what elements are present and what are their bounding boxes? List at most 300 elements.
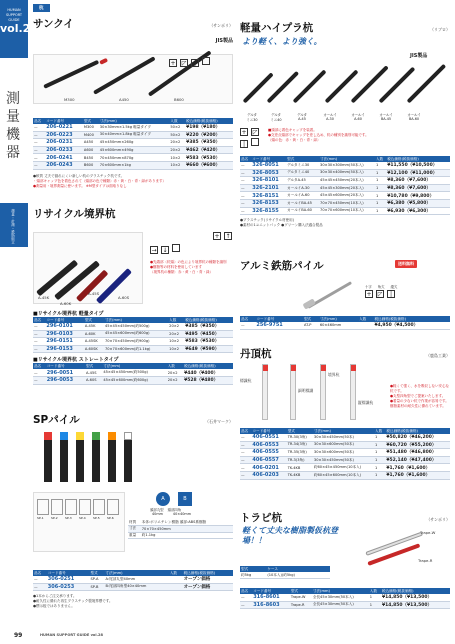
col-header: 入数 [169, 570, 183, 576]
col-header: 入数 [169, 118, 185, 124]
sp-spec-size: 40×40mm [172, 512, 191, 516]
note: ・頭部キャップ色を着色されて（頭部の色で種類）赤・黄・白・青・緑があります） [33, 178, 166, 183]
hipura-label: デルタ [247, 113, 257, 117]
col-header: 寸法(mm) [319, 156, 375, 162]
recycle-label: A-60S [118, 295, 130, 300]
table-cell: — [240, 594, 252, 601]
table-cell: 1 [375, 177, 386, 185]
alu-table [240, 316, 450, 330]
table-cell: 306-0253 [47, 583, 90, 591]
table-cell: オープン価格 [183, 583, 233, 591]
table-row [240, 184, 450, 192]
table-cell: M400 [83, 131, 99, 139]
table-cell: — [240, 162, 251, 169]
table-cell: デルタミニ40 [286, 169, 319, 177]
cross-mark-icon: + [241, 129, 247, 136]
sp-pile-photo [40, 426, 140, 486]
table-cell: A-60S [85, 376, 102, 384]
blank-mark-icon [251, 138, 259, 146]
hipura-title: 軽量ハイプラ杭 [240, 22, 314, 34]
table-cell: 406-0555 [251, 449, 286, 457]
note: ●樹脂等の材料を使用しています [150, 265, 203, 269]
col-header: 入数 [369, 588, 381, 594]
recycle-light-table [33, 317, 233, 353]
footer-guide: HUMAN SUPPORT GUIDE vol.28 [40, 633, 103, 637]
col-header: 税込価格(税抜価格) [386, 156, 450, 162]
sankui-label-b600: B600 [174, 97, 184, 102]
table-cell: A600 [83, 146, 99, 154]
table-row [33, 330, 233, 338]
hipura-label: カールイ [323, 113, 337, 117]
table-cell: 1 [369, 594, 381, 601]
table-row [240, 177, 450, 185]
hipura-tagline: より軽く、より強く。 [242, 37, 322, 46]
table-cell: ¥8,360（¥7,600） [386, 177, 450, 185]
table-row [240, 192, 450, 200]
color-swatch [51, 499, 63, 515]
col-header: 型式 [240, 566, 266, 572]
table-cell: 406-0203 [251, 471, 286, 479]
table-cell: 20×2 [167, 369, 183, 376]
table-cell: 30×30×600mm(50本) [313, 441, 374, 449]
hipura-table [240, 156, 450, 215]
table-cell: 1 [374, 471, 385, 479]
table-cell: TK-4KB [287, 471, 313, 479]
col-header: 寸法(mm) [104, 317, 168, 323]
note: （頭の色：赤・黄・白・青・緑） [268, 138, 321, 142]
sankui-label-a450: A450 [119, 97, 129, 102]
col-header: 型式 [84, 317, 104, 323]
table-row [240, 199, 450, 207]
sp-pile-title: SPパイル [33, 414, 80, 426]
sankui-maker: （サンポリ） [209, 23, 233, 28]
table-cell: 30×30mm×1.5kg 軽量タイプ [99, 124, 170, 131]
trapi-label: Trape-W [420, 530, 436, 535]
recycle-title: リサイクル境界杭 [33, 208, 116, 220]
corner-mark-icon: ◸ [377, 291, 383, 298]
sp-label: SP-4 [79, 516, 86, 520]
table-row [33, 161, 233, 169]
table-row [240, 464, 450, 472]
recycle-icons [150, 232, 235, 275]
table-cell: — [240, 192, 251, 200]
table-cell: 10×2 [168, 345, 184, 353]
col-header: 税込価格(税抜価格) [373, 316, 450, 322]
alu-table-wrap [240, 316, 450, 330]
table-cell: — [240, 322, 255, 329]
table-cell: ¥6,930（¥6,300） [386, 207, 450, 215]
color-swatch [65, 499, 77, 515]
note: ●測量用・境界測量に使います。 ※M型タイプは面取りなし [33, 183, 127, 188]
tancho-notes [390, 384, 452, 409]
table-cell: 206-0221 [45, 124, 83, 131]
table-cell: ¥385（¥350） [184, 323, 233, 330]
table-cell: — [240, 464, 251, 472]
col-header: 型式 [287, 428, 313, 434]
pile-image [108, 432, 116, 482]
alu-title: アルミ鉄筋パイル [240, 260, 324, 272]
table-cell: — [240, 207, 251, 215]
table-cell: 306-0251 [47, 576, 90, 583]
table-row [33, 576, 233, 583]
table-cell: ¥583（¥530） [184, 338, 233, 346]
line-mark-icon: │ [191, 59, 199, 67]
table-cell: 70×70×600mm(10本入) [319, 207, 375, 215]
table-cell: 1 [374, 441, 385, 449]
table-cell [169, 583, 183, 591]
trapi-title: トラピ杭 [240, 512, 282, 524]
trapi-table [240, 588, 450, 609]
col-header: 品名 [33, 363, 46, 369]
table-cell: ¥495（¥450） [184, 330, 233, 338]
hipura-maker: （リブロ） [430, 27, 450, 32]
table-row [33, 131, 233, 139]
table-cell: 206-0231 [45, 139, 83, 147]
table-cell: 406-0553 [251, 441, 286, 449]
table-cell: 1 [369, 601, 381, 609]
hipura-labels [240, 112, 450, 122]
cell: 約5kg [240, 572, 266, 579]
col-header: 寸法(mm) [99, 118, 170, 124]
table-cell: ¥14,850（¥13,500） [381, 601, 450, 609]
stake-image [262, 364, 268, 420]
table-cell: カールイBA-60 [286, 207, 319, 215]
pile-image [92, 432, 100, 482]
table-cell: 326-2101 [251, 184, 286, 192]
table-cell: 326-8155 [251, 207, 286, 215]
col-header: コード番号 [252, 588, 290, 594]
table-cell: A-60K [84, 330, 104, 338]
table-cell: — [33, 161, 45, 169]
icon-label: 角欠 [377, 285, 385, 289]
table-cell: オープン価格 [183, 576, 233, 583]
table-cell: 45×45×450mm(約500g) [102, 369, 166, 376]
table-cell: ¥1,760（¥1,600） [385, 464, 450, 472]
cross-mark-icon: + [170, 60, 176, 67]
table-cell: ¥220（¥200） [185, 131, 233, 139]
table-cell: 326-8151 [251, 192, 286, 200]
table-cell: 296-0101 [45, 323, 83, 330]
trapi-label: Trape-R [418, 558, 433, 563]
sp-label: SP-6 [107, 516, 114, 520]
col-header: コード番号 [47, 570, 90, 576]
table-cell: 50×2 [169, 131, 185, 139]
col-header: コード番号 [255, 316, 303, 322]
note: ●1本からご注文承ります。 [33, 594, 77, 599]
table-cell: — [240, 456, 251, 464]
spec-key: 重量 [128, 532, 141, 539]
cell: (10本入)(約5kg) [266, 572, 330, 579]
table-cell: 70×70×600mm(約1.1kg) [104, 345, 168, 353]
table-cell: デルタミニ30 [286, 162, 319, 169]
table-row [240, 449, 450, 457]
recycle-label: A-60K [60, 301, 72, 306]
table-cell: 10×2 [169, 161, 185, 169]
icon-label: 縦欠 [390, 285, 398, 289]
note: ●軟質 丈夫で割れにくい新しい杭のプラスチック杭です。 [33, 173, 125, 178]
col-header: 寸法(mm) [313, 428, 374, 434]
table-cell: — [33, 376, 46, 384]
sankui-jis: JIS製品 [215, 38, 233, 44]
note: ●交差点頭部でキャップを差し込め、杭の種別を識別可能です。 [268, 133, 369, 137]
tancho-table-wrap [240, 428, 450, 482]
hipura-label: デルタ [297, 113, 307, 117]
table-cell: ¥12,100（¥11,000） [386, 169, 450, 177]
tancho-title: 丹頂杭 [240, 348, 272, 360]
side-arrow-icon: → [151, 247, 157, 254]
col-header: 品名 [240, 428, 251, 434]
table-cell: — [240, 601, 252, 609]
table-cell: ¥52,140（¥47,400） [385, 456, 450, 464]
rail-vol: vol.28 [0, 22, 38, 35]
col-header: 入数 [168, 317, 184, 323]
table-row [240, 434, 450, 441]
table-row [33, 323, 233, 330]
stake-image [320, 364, 326, 420]
table-row [33, 154, 233, 162]
tancho-header [240, 346, 450, 361]
table-row [33, 376, 233, 384]
recycle-straight-heading: ■リサイクル境界杭 ストレートタイプ [33, 357, 119, 364]
table-cell: ¥8,360（¥7,600） [386, 184, 450, 192]
table-cell: ¥660（¥600） [185, 161, 233, 169]
table-cell [169, 576, 183, 583]
table-cell: 70×70×450mm(10本入) [319, 199, 375, 207]
sankui-photo [33, 54, 233, 104]
recycle-label: A-45K [38, 295, 50, 300]
pile-image [60, 432, 68, 482]
col-header: コード番号 [45, 118, 83, 124]
table-cell: — [240, 169, 251, 177]
table-cell: 1 [374, 464, 385, 472]
table-cell: 296-0153 [45, 345, 83, 353]
table-row [33, 124, 233, 131]
sankui-title: サンクイ [33, 18, 74, 30]
col-header: 品名 [240, 156, 251, 162]
rail-category-tab[interactable]: 測量・計測・鉄筋組立 [0, 203, 28, 247]
table-cell: ¥198（¥180） [185, 124, 233, 131]
note: ●軽くて強く、水を吸収しない安心な杭です。 [390, 384, 449, 393]
rail-brand-box [0, 0, 38, 58]
table-cell: ¥14,850（¥13,500） [381, 594, 450, 601]
trapi-maker: （サンポリ） [426, 517, 450, 522]
table-cell: — [33, 154, 45, 162]
recycle-label: A-45S [88, 291, 100, 296]
table-row [33, 369, 233, 376]
sp-label: SP-3 [65, 516, 72, 520]
col-header: 型式 [85, 363, 102, 369]
table-cell: 406-0557 [251, 456, 286, 464]
table-cell: 406-0551 [251, 434, 286, 441]
table-cell: A-45SK [84, 338, 104, 346]
tancho-label: 標識杭 [240, 378, 252, 383]
note: ■頭部に着色キャップを装着。 [268, 128, 317, 132]
hipura-table-wrap [240, 156, 450, 228]
table-cell: 326-8101 [251, 177, 286, 185]
hipura-label: ミニ30 [246, 118, 258, 122]
sankui-icons [169, 57, 213, 67]
stake-image [36, 260, 78, 297]
table-cell: 20×2 [168, 330, 184, 338]
tancho-maker: （鹿島工業） [426, 353, 450, 358]
table-row [240, 162, 450, 169]
table-cell: 10×2 [168, 338, 184, 346]
col-header: 品名 [240, 588, 252, 594]
spec-key: 寸法 [128, 526, 141, 533]
sankui-label-m300: M300 [64, 97, 75, 102]
hipura-label: BA-45 [380, 117, 392, 121]
col-header: 寸法(mm) [319, 316, 358, 322]
spec-key: 材質 [128, 519, 141, 526]
table-row [240, 322, 450, 329]
sankui-table [33, 118, 233, 170]
table-cell: 316-8603 [252, 601, 290, 609]
table-cell: TK-4KB [287, 464, 313, 472]
stake-image [367, 543, 420, 566]
table-cell: A-45K [84, 323, 104, 330]
table-cell: — [33, 323, 45, 330]
left-top-section [33, 4, 233, 44]
table-cell: ¥10,780（¥9,800） [386, 192, 450, 200]
table-cell: — [240, 471, 251, 479]
tancho-label: 境界杭 [328, 372, 340, 377]
col-header: 品名 [240, 316, 255, 322]
col-header: コード番号 [251, 156, 286, 162]
trapi-tagline: 軽くて丈夫な樹脂製仮杭登場！！ [242, 526, 338, 545]
table-cell: 1 [375, 162, 386, 169]
table-cell: B:尾部四角型40×40mm [105, 583, 169, 591]
col-header: 税込価格(税抜価格) [183, 570, 233, 576]
sp-label: SP-5 [93, 516, 100, 520]
table-cell: — [33, 124, 45, 131]
col-header: 税込価格(税抜価格) [381, 588, 450, 594]
recycle-photo [33, 232, 143, 304]
tancho-label: 細明標識 [298, 388, 314, 393]
page-footer [0, 628, 455, 644]
col-header: 品名 [33, 317, 45, 323]
cross-mark-icon: + [214, 233, 220, 240]
table-cell: 1 [375, 199, 386, 207]
table-cell: デルタA-45 [286, 177, 319, 185]
table-cell: 1 [374, 434, 385, 441]
col-header: 寸法(mm) [105, 570, 169, 576]
table-cell: 296-0053 [46, 376, 85, 384]
spec-value: 70×70×450mm [141, 526, 233, 533]
corner-mark-icon: ◸ [181, 60, 187, 67]
table-cell: 45×45×600mm(約600g) [102, 376, 166, 384]
note: ●標示板ではありません。 [33, 604, 75, 609]
sp-pile-color-chart [33, 492, 125, 552]
col-header: 税込価格(税抜価格) [185, 118, 233, 124]
down-arrow-icon: ↓ [162, 247, 168, 254]
table-cell: 296-0051 [46, 369, 85, 376]
tancho-label: 縦標識杭 [358, 400, 374, 405]
table-cell [358, 322, 373, 329]
table-cell: 60×460mm [319, 322, 358, 329]
table-cell: 45×45×450mm(約500g) [104, 323, 168, 330]
table-cell: カールイA-30 [286, 184, 319, 192]
hipura-label: カールイ [379, 113, 393, 117]
table-cell: 296-0151 [45, 338, 83, 346]
hipura-label: BA-60 [408, 117, 420, 121]
recycle-section [33, 206, 233, 221]
table-cell: — [240, 449, 251, 457]
table-row [240, 207, 450, 215]
table-cell: 約60×45×450mm(10本入) [313, 464, 374, 472]
table-cell: — [33, 576, 47, 583]
col-header: 税込価格(税抜価格) [184, 317, 233, 323]
col-header: 型式 [303, 316, 319, 322]
note: ●プラスチック(リサイクル材使用) [240, 218, 295, 223]
table-cell: TR-30(3角) [287, 434, 313, 441]
note: ●素材の1ユニットパック ●グリーン購入法適合製品 [240, 223, 323, 228]
table-cell: TR-35(3角) [287, 449, 313, 457]
table-cell: 20×2 [169, 146, 185, 154]
trapi-case-table [240, 566, 330, 579]
round-head-icon: A [156, 492, 170, 506]
icon-label: 十字 [365, 285, 372, 289]
sp-spec-table [128, 519, 233, 539]
square-head-icon: B [178, 492, 192, 506]
table-cell: 326-8153 [251, 199, 286, 207]
sp-pile-table [33, 570, 233, 591]
table-row [33, 146, 233, 154]
col-header: 入数 [358, 316, 373, 322]
table-cell: 326-8053 [251, 169, 286, 177]
stake-image [350, 364, 356, 420]
table-cell: 70×450mm×870g [99, 154, 170, 162]
col-header: 寸法(mm) [312, 588, 369, 594]
note: ●着量の少ない杭で作業が容易です。樹脂素材の耐久性に優れています。 [390, 399, 449, 408]
table-cell: ¥440（¥400） [183, 369, 233, 376]
table-cell: B600 [83, 161, 99, 169]
table-cell: AT-P [303, 322, 319, 329]
table-cell: 30×30×450mm(50本) [313, 434, 374, 441]
spec-value: 本体:ポリエチレン樹脂 頭部:ABS系樹脂 [141, 519, 233, 526]
table-cell: TR-3(3角) [287, 456, 313, 464]
color-swatch [107, 499, 119, 515]
table-cell: — [33, 338, 45, 346]
trapi-table-wrap [240, 588, 450, 609]
blank-mark-icon [172, 244, 180, 252]
table-cell: ¥4,950（¥4,500） [373, 322, 450, 329]
corner-mark-icon: ◸ [252, 129, 258, 136]
table-cell: ¥51,480（¥46,800） [385, 449, 450, 457]
col-header: 入数 [375, 156, 386, 162]
table-cell: ¥50,820（¥46,200） [385, 434, 450, 441]
table-cell: 70×600mm×1kg [99, 161, 170, 169]
col-header: 型式 [286, 156, 319, 162]
col-header: 寸法(mm) [102, 363, 166, 369]
col-header: 品名 [33, 570, 47, 576]
rail-brand: HUMAN SUPPORT GUIDE [5, 8, 23, 22]
table-cell: — [33, 369, 46, 376]
table-cell: 206-0241 [45, 154, 83, 162]
table-cell: 45×45×600mm(約600g) [104, 330, 168, 338]
table-cell: 20×2 [167, 376, 183, 384]
table-cell: — [33, 131, 45, 139]
col-header: 税込価格(税抜価格) [385, 428, 450, 434]
table-row [240, 169, 450, 177]
table-cell: Trape-R [290, 601, 312, 609]
table-cell: 20×2 [168, 323, 184, 330]
table-cell: — [33, 146, 45, 154]
table-cell: 256-9751 [255, 322, 303, 329]
sp-pile-header [33, 412, 233, 427]
table-cell: ¥11,550（¥10,500） [386, 162, 450, 169]
table-cell: — [240, 199, 251, 207]
sp-pile-maker: （石井マーク） [205, 419, 233, 424]
